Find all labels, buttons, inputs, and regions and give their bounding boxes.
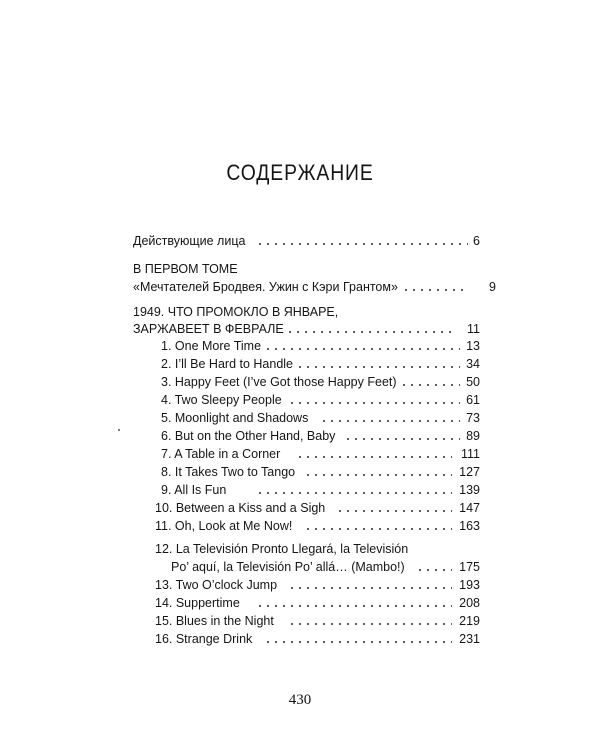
toc-chapter xyxy=(0,612,600,630)
toc-part-text: 1949. ЧТО ПРОМОКЛО В ЯНВАРЕ, xyxy=(133,305,339,319)
toc-heading xyxy=(0,260,600,278)
toc-title: СОДЕРЖАНИЕ xyxy=(226,160,374,185)
toc-chapter xyxy=(0,463,600,481)
chapter-page: 147 xyxy=(459,501,480,515)
chapter-title: 7. A Table in a Corner xyxy=(161,447,281,461)
toc-chapter xyxy=(0,540,600,558)
toc-chapter xyxy=(0,499,600,517)
toc-entry-page: 6 xyxy=(473,234,480,248)
chapter-page: 175 xyxy=(459,560,480,574)
chapter-title: Po’ aquí, la Televisión Po’ allá… (Mambo!) xyxy=(171,560,405,574)
toc-entry xyxy=(0,320,600,338)
toc-chapter xyxy=(0,576,600,594)
toc-entry-page: 11 xyxy=(467,322,480,336)
chapter-page: 34 xyxy=(466,357,480,371)
chapter-page: 193 xyxy=(459,578,480,592)
chapter-title: 9. All Is Fun xyxy=(161,483,227,497)
chapter-title: 1. One More Time xyxy=(161,339,262,353)
chapter-page: 111 xyxy=(460,447,480,461)
chapter-title: 15. Blues in the Night xyxy=(155,614,274,628)
chapter-page: 89 xyxy=(466,429,480,443)
paper-speck xyxy=(118,429,120,431)
toc-chapter xyxy=(0,594,600,612)
chapter-page: 61 xyxy=(466,393,480,407)
toc-chapter xyxy=(0,445,600,463)
chapter-title: 10. Between a Kiss and a Sigh xyxy=(155,501,326,515)
toc-chapter xyxy=(0,517,600,535)
chapter-page: 13 xyxy=(466,339,480,353)
toc-chapter xyxy=(0,373,600,391)
chapter-page: 219 xyxy=(459,614,480,628)
toc-chapter xyxy=(0,355,600,373)
chapter-page: 73 xyxy=(466,411,480,425)
chapter-title: 8. It Takes Two to Tango xyxy=(161,465,296,479)
chapter-title: 13. Two O’clock Jump xyxy=(155,578,278,592)
chapter-title: 4. Two Sleepy People xyxy=(161,393,282,407)
chapter-title: 16. Strange Drink xyxy=(155,632,253,646)
toc-chapter xyxy=(0,481,600,499)
toc-chapter xyxy=(0,427,600,445)
chapter-title: 14. Suppertime xyxy=(155,596,240,610)
toc-chapter xyxy=(0,409,600,427)
chapter-title: 11. Oh, Look at Me Now! xyxy=(155,519,293,533)
chapter-page: 231 xyxy=(459,632,480,646)
chapter-title: 12. La Televisión Pronto Llegará, la Televisión xyxy=(155,542,409,556)
chapter-page: 208 xyxy=(459,596,480,610)
toc-chapter xyxy=(0,630,600,648)
chapter-page: 127 xyxy=(459,465,480,479)
toc-entry-text: «Мечтателей Бродвея. Ужин с Кэри Грантом» xyxy=(133,280,398,294)
toc-heading-text: В ПЕРВОМ ТОМЕ xyxy=(133,262,238,276)
toc-entry-page: 9 xyxy=(489,280,496,294)
toc-chapter xyxy=(0,558,600,576)
chapter-page: 139 xyxy=(459,483,480,497)
chapter-title: 5. Moonlight and Shadows xyxy=(161,411,309,425)
chapter-page: 50 xyxy=(466,375,480,389)
toc-entry xyxy=(0,232,600,250)
toc-part-heading xyxy=(0,303,600,321)
page-number: 430 xyxy=(288,692,312,708)
chapter-title: 6. But on the Other Hand, Baby xyxy=(161,429,336,443)
chapter-title: 3. Happy Feet (I’ve Got those Happy Feet) xyxy=(161,375,397,389)
toc-chapter xyxy=(0,391,600,409)
toc-entry-text: ЗАРЖАВЕЕТ В ФЕВРАЛЕ xyxy=(133,322,284,336)
toc-entry-text: Действующие лица xyxy=(133,234,246,248)
toc-entry xyxy=(0,278,600,296)
chapter-page: 163 xyxy=(459,519,480,533)
chapter-title: 2. I’ll Be Hard to Handle xyxy=(161,357,294,371)
toc-chapter xyxy=(0,337,600,355)
